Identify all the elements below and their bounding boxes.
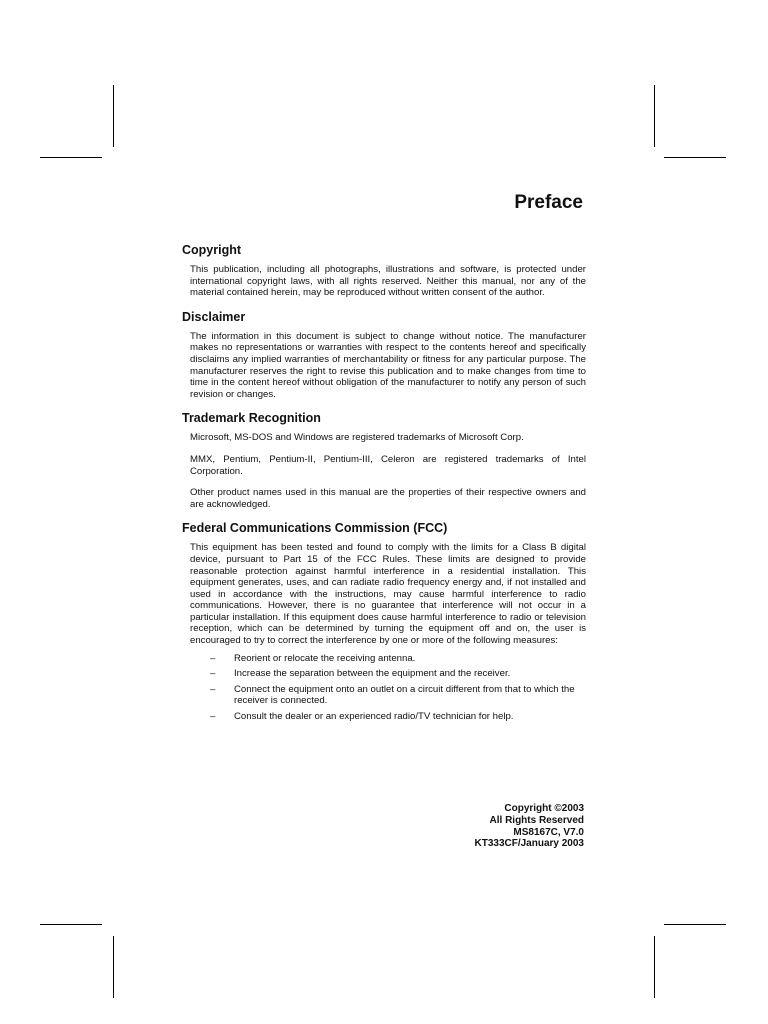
- crop-mark-top-right-horizontal: [664, 157, 726, 158]
- bullet-dash: –: [210, 668, 216, 680]
- document-body: [182, 243, 586, 734]
- crop-mark-bottom-right-vertical: [654, 936, 655, 998]
- list-item: [190, 653, 586, 665]
- crop-mark-top-right-vertical: [654, 85, 655, 147]
- crop-mark-bottom-left-vertical: [113, 936, 114, 998]
- section-disclaimer: [182, 310, 586, 401]
- section-heading: Federal Communications Commission (FCC): [182, 521, 448, 536]
- section-heading: Copyright: [182, 243, 242, 257]
- page-title: Preface: [514, 192, 583, 213]
- bullet-dash: –: [210, 652, 216, 664]
- list-item-text: Consult the dealer or an experienced radio/TV technician for help.: [234, 711, 514, 723]
- section-heading: Disclaimer: [182, 309, 246, 324]
- paragraph: Microsoft, MS-DOS and Windows are registered trademarks of Microsoft Corp.: [190, 432, 524, 444]
- footer-code-date: KT333CF/January 2003: [474, 838, 584, 850]
- bullet-dash: –: [210, 711, 216, 723]
- paragraph: This equipment has been tested and found to comply with the limits for a Class B digital device, pursuant to Part 15 of the FCC Rules. These limits are designed to provide reasonable protection against harmful interference in a residential installation. This equipment generates, uses, and can radiate radio frequency energy and, if not installed and used in accordance with the instructions, may cause harmful interference to radio communications. However, there is no guarantee that interference will not occur in a particular installation. If this equipment does cause harmful interference to radio or television reception, which can be determined by turning the equipment off and on, the user is encouraged to try to correct the interference by one or more of the following measures:: [190, 542, 586, 647]
- crop-mark-bottom-left-horizontal: [40, 924, 102, 925]
- paragraph: MMX, Pentium, Pentium-II, Pentium-III, Celeron are registered trademarks of Intel Corporation.: [190, 453, 586, 477]
- section-fcc: [182, 521, 586, 722]
- paragraph: Other product names used in this manual are the properties of their respective owners and are acknowledged.: [190, 487, 586, 510]
- footer-model: MS8167C, V7.0: [513, 826, 584, 838]
- footer-copyright: Copyright ©2003: [504, 803, 584, 814]
- section-copyright: [182, 243, 586, 299]
- crop-mark-bottom-right-horizontal: [664, 924, 726, 925]
- section-trademark-recognition: [182, 411, 586, 510]
- bullet-dash: –: [210, 683, 216, 695]
- paragraph: This publication, including all photographs, illustrations and software, is protected under international copyright laws, with all rights reserved. Neither this manual, nor any of the material contained herein, may be reproduced without written consent of the author.: [190, 264, 586, 299]
- list-item-text: Connect the equipment onto an outlet on a circuit different from that to which the receiver is connected.: [234, 683, 575, 707]
- copyright-footer: [474, 803, 584, 850]
- paragraph: The information in this document is subject to change without notice. The manufacturer makes no representations or warranties with respect to the contents hereof and specifically disclaims any implied warranties of merchantability or fitness for any particular purpose. The manufacturer reserves the right to revise this publication and to make changes from time to time in the content hereof without obligation of the manufacturer to notify any person of such revision or changes.: [190, 330, 586, 400]
- list-item: [190, 711, 586, 723]
- footer-rights: All Rights Reserved: [489, 814, 584, 826]
- list-item-text: Reorient or relocate the receiving antenna.: [234, 652, 416, 664]
- list-item: [190, 668, 586, 680]
- fcc-measures-list: [190, 653, 586, 723]
- crop-mark-top-left-horizontal: [40, 157, 102, 158]
- list-item: [190, 684, 586, 707]
- crop-mark-top-left-vertical: [113, 85, 114, 147]
- list-item-text: Increase the separation between the equipment and the receiver.: [234, 668, 511, 680]
- section-heading: Trademark Recognition: [182, 411, 321, 426]
